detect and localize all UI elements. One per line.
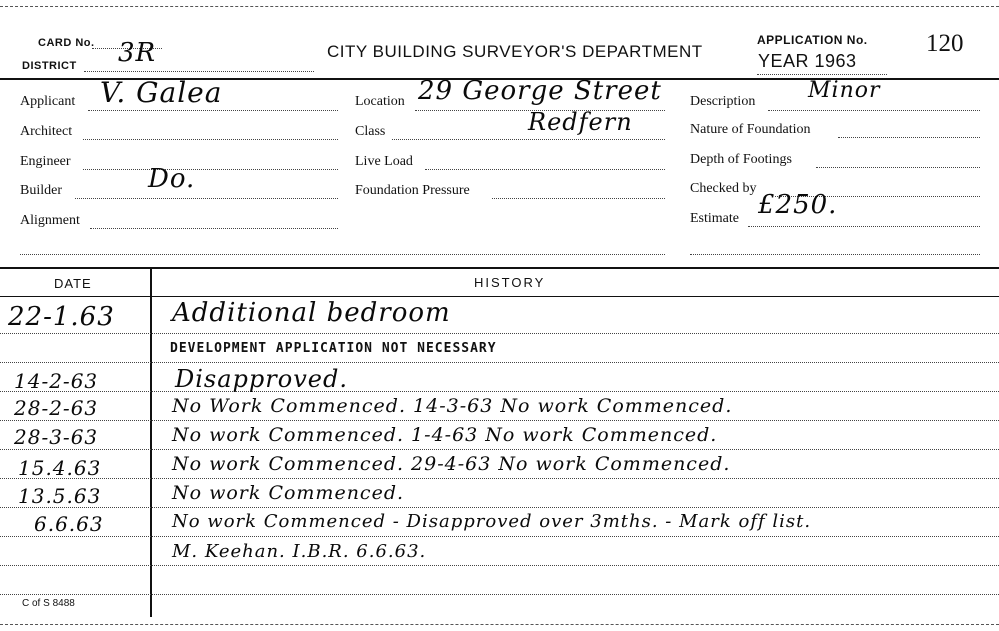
- top-edge: [0, 6, 999, 7]
- table-row-date: 13.5.63: [18, 484, 102, 508]
- table-row-history: No work Commenced.: [172, 482, 405, 504]
- location-value-street: 29 George Street: [418, 76, 662, 106]
- estimate-label: Estimate: [690, 211, 739, 226]
- row-line: [0, 594, 999, 595]
- district-value: 3R: [118, 38, 157, 68]
- estimate-value: £250.: [758, 190, 838, 220]
- applicant-value: V. Galea: [100, 76, 223, 109]
- extra-line-left: [20, 254, 665, 255]
- live-load-label: Live Load: [355, 154, 413, 169]
- row-line: [0, 536, 999, 537]
- description-line: [768, 110, 980, 111]
- table-row-history: No work Commenced. 29-4-63 No work Commenced.: [172, 453, 731, 475]
- extra-line-right: [690, 254, 980, 255]
- depth-footings-line: [816, 167, 980, 168]
- builder-value: Do.: [148, 164, 196, 194]
- table-row-date: 28-3-63: [14, 425, 99, 449]
- district-line: [84, 71, 314, 72]
- row-line: [0, 362, 999, 363]
- application-label: APPLICATION No.: [757, 33, 868, 47]
- builder-line: [75, 198, 338, 199]
- row-line: [0, 449, 999, 450]
- alignment-label: Alignment: [20, 213, 80, 228]
- location-label: Location: [355, 94, 405, 109]
- table-row-date: 22-1.63: [8, 302, 115, 332]
- table-row-date: 15.4.63: [18, 456, 102, 480]
- date-header: DATE: [54, 276, 92, 291]
- checked-by-label: Checked by: [690, 181, 757, 196]
- year-label: YEAR 1963: [758, 51, 857, 71]
- history-header: HISTORY: [474, 275, 546, 290]
- row-line: [0, 420, 999, 421]
- architect-line: [83, 139, 338, 140]
- location-line: [415, 110, 665, 111]
- row-line: [0, 391, 999, 392]
- development-stamp: DEVELOPMENT APPLICATION NOT NECESSARY: [170, 341, 497, 356]
- signature-line: M. Keehan. I.B.R. 6.6.63.: [172, 541, 427, 562]
- description-label: Description: [690, 94, 756, 109]
- row-line: [0, 333, 999, 334]
- foundation-pressure-label: Foundation Pressure: [355, 183, 470, 198]
- department-title: CITY BUILDING SURVEYOR'S DEPARTMENT: [327, 42, 703, 61]
- engineer-label: Engineer: [20, 154, 71, 169]
- table-row-date: 6.6.63: [34, 512, 104, 536]
- class-line: [392, 139, 665, 140]
- nature-foundation-label: Nature of Foundation: [690, 122, 811, 137]
- district-label: DISTRICT: [22, 60, 77, 72]
- alignment-line: [90, 228, 338, 229]
- nature-foundation-line: [838, 137, 980, 138]
- table-row-history: No Work Commenced. 14-3-63 No work Commenced.: [172, 395, 733, 417]
- year-line: [757, 74, 887, 75]
- row-line: [0, 507, 999, 508]
- table-row-history: Disapproved.: [175, 365, 348, 393]
- location-value-suburb: Redfern: [528, 108, 633, 136]
- architect-label: Architect: [20, 124, 73, 139]
- row-line: [0, 478, 999, 479]
- application-number: 120: [926, 30, 964, 57]
- foundation-pressure-line: [492, 198, 665, 199]
- table-row-history: No work Commenced - Disapproved over 3mths. - Mark off list.: [172, 511, 812, 532]
- class-label: Class: [355, 124, 386, 139]
- table-row-date: 14-2-63: [14, 369, 99, 393]
- applicant-line: [88, 110, 338, 111]
- table-header-rule: [0, 296, 999, 297]
- card-no-label: CARD No.: [38, 37, 95, 49]
- table-row-date: 28-2-63: [14, 396, 99, 420]
- bottom-edge: [0, 624, 999, 625]
- form-code: C of S 8488: [22, 598, 75, 609]
- table-row-history: No work Commenced. 1-4-63 No work Commenced.: [172, 424, 718, 446]
- row-line: [0, 565, 999, 566]
- depth-footings-label: Depth of Footings: [690, 152, 792, 167]
- estimate-line: [748, 226, 980, 227]
- live-load-line: [425, 169, 665, 170]
- builder-label: Builder: [20, 183, 62, 198]
- table-row-history: Additional bedroom: [172, 298, 451, 328]
- description-value: Minor: [808, 78, 881, 103]
- applicant-label: Applicant: [20, 94, 76, 109]
- engineer-line: [83, 169, 338, 170]
